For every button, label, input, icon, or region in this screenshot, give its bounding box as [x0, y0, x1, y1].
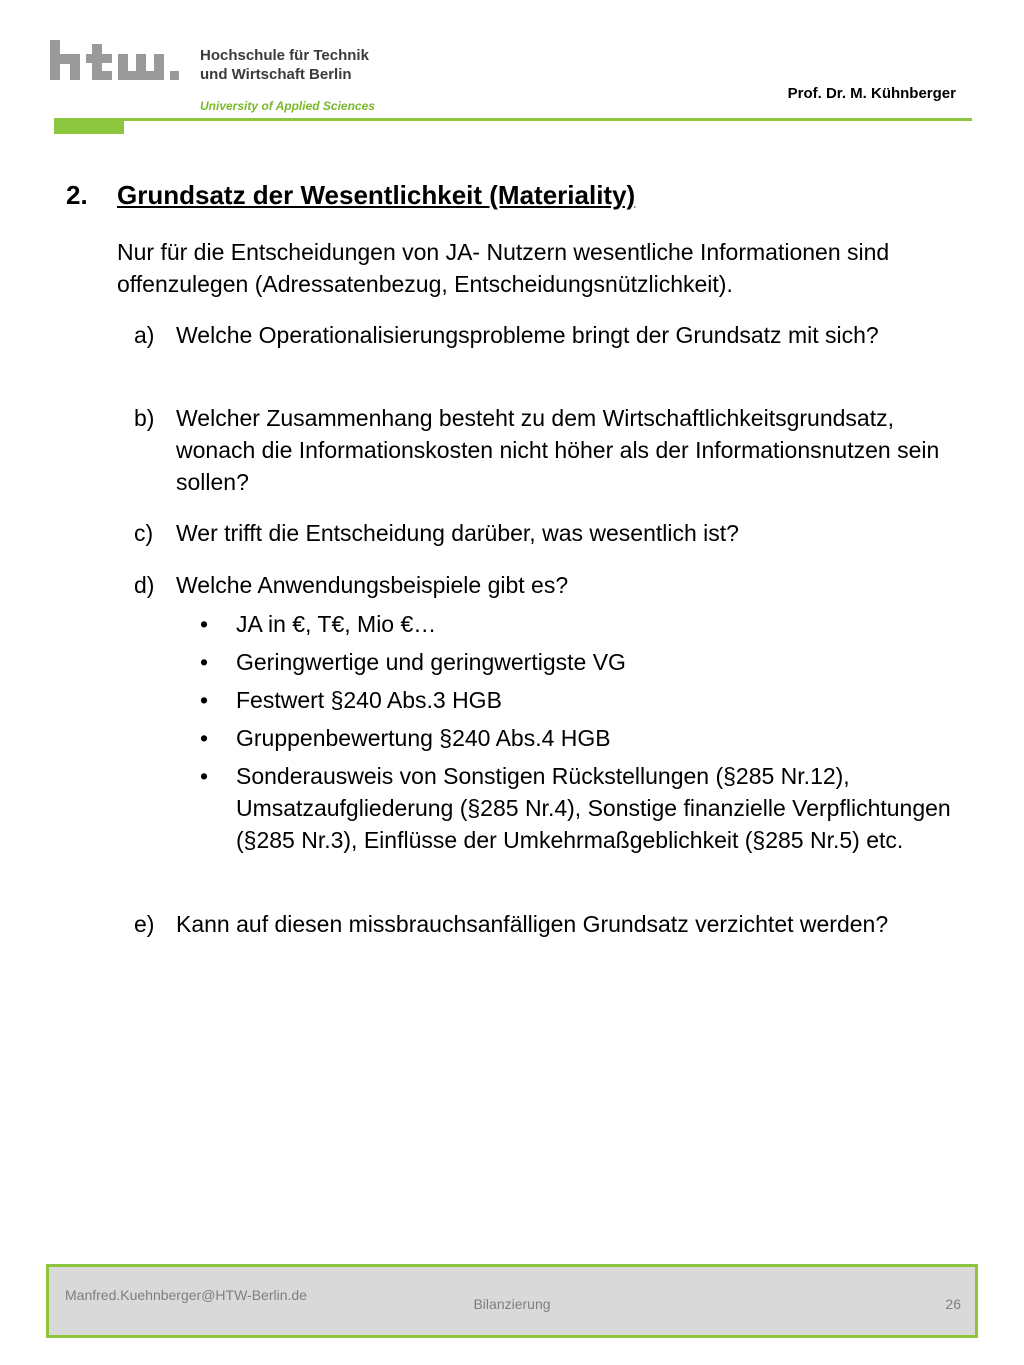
logo-tagline: University of Applied Sciences	[200, 99, 375, 113]
htw-logo	[50, 40, 390, 120]
section-number: 2.	[66, 180, 88, 210]
bullet-marker: •	[200, 763, 209, 789]
question-text: Welche Anwendungsbeispiele gibt es?	[176, 572, 569, 598]
example-text: JA in €, T€, Mio €…	[236, 611, 437, 637]
logo-text-line1: Hochschule für Technik	[200, 47, 369, 64]
question-marker: e)	[134, 911, 155, 937]
question-text: Welcher Zusammenhang besteht zu dem Wirtschaftlichkeitsgrundsatz, wonach die Informationskosten nicht höher als der Informationsnutzen sein sollen?	[176, 405, 940, 495]
bullet-marker: •	[200, 725, 209, 751]
question-text: Welche Operationalisierungsprobleme bringt der Grundsatz mit sich?	[176, 322, 879, 348]
footer-course-name: Bilanzierung	[473, 1296, 551, 1312]
bullet-marker: •	[200, 649, 209, 675]
header-divider	[54, 118, 972, 121]
question-marker: b)	[134, 405, 155, 431]
question-marker: a)	[134, 322, 155, 348]
intro-paragraph: Nur für die Entscheidungen von JA- Nutzern wesentliche Informationen sind offenzulegen (Adressatenbezug, Entscheidungsnützlichkeit).	[117, 239, 890, 297]
bullet-marker: •	[200, 611, 209, 637]
question-text: Kann auf diesen missbrauchsanfälligen Grundsatz verzichtet werden?	[176, 911, 889, 937]
example-text: Sonderausweis von Sonstigen Rückstellungen (§285 Nr.12), Umsatzaufgliederung (§285 Nr.4), Sonstige finanzielle Verpflichtungen (§285 Nr.3), Einflüsse der Umkehrmaßgeblichkeit (§285 Nr.5) etc.	[236, 763, 951, 853]
footer-email: Manfred.Kuehnberger@HTW-Berlin.de	[65, 1287, 307, 1303]
page-number: 26	[945, 1296, 961, 1312]
example-text: Gruppenbewertung §240 Abs.4 HGB	[236, 725, 611, 751]
bullet-marker: •	[200, 687, 209, 713]
example-text: Festwert §240 Abs.3 HGB	[236, 687, 502, 713]
header-accent-block	[54, 121, 124, 134]
author-name: Prof. Dr. M. Kühnberger	[787, 85, 956, 102]
section-heading	[66, 180, 635, 211]
slide-footer	[46, 1264, 978, 1338]
question-marker: d)	[134, 572, 155, 598]
question-marker: c)	[134, 520, 154, 546]
section-title: Grundsatz der Wesentlichkeit (Materiality)	[117, 180, 636, 210]
example-text: Geringwertige und geringwertigste VG	[236, 649, 626, 675]
question-text: Wer trifft die Entscheidung darüber, was wesentlich ist?	[176, 520, 739, 546]
htw-logo-mark	[50, 40, 190, 85]
logo-text-line2: und Wirtschaft Berlin	[200, 66, 352, 83]
